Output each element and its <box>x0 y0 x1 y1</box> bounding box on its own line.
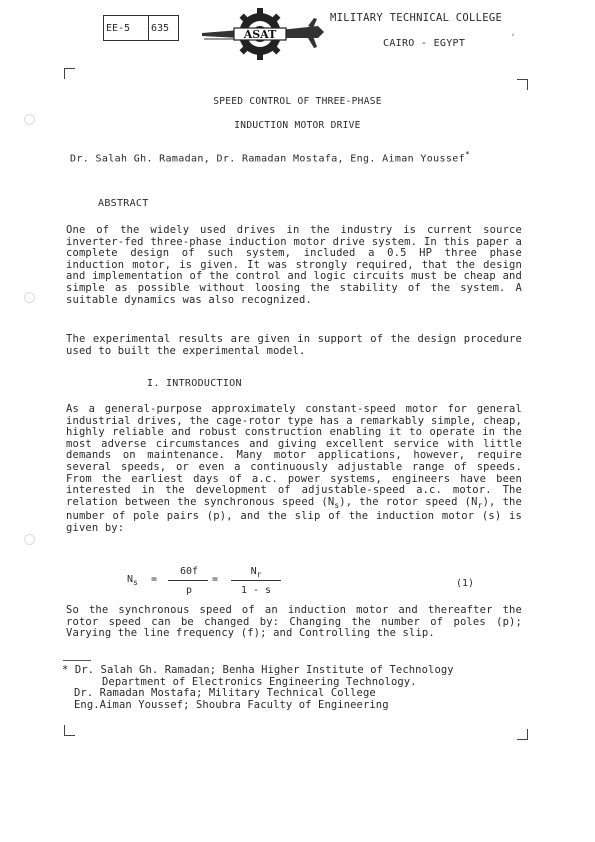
footnote-line-4: Eng.Aiman Youssef; Shoubra Faculty of Engineering <box>74 698 389 711</box>
paper-code-right: 635 <box>151 22 170 34</box>
intro-sub-r: r <box>477 500 483 510</box>
college-name: MILITARY TECHNICAL COLLEGE <box>330 12 503 24</box>
author-names: Dr. Salah Gh. Ramadan, Dr. Ramadan Mostafa, Eng. Aiman Youssef <box>70 153 465 165</box>
eq-num2-sub: r <box>256 570 262 579</box>
intro-text-a: As a general-purpose approximately constant-speed motor for general industrial drives, the cage-rotor type has a remarkably simple, cheap, highly reliable and robust construction enabling it to operate in the most adverse circumstances and giving excellent service with little demands on maintenance. Many motor applications, however, require several speeds, or even a continuously adjustable range of speeds. From the earliest days of a.c. power systems, engineers have been interested in the development of adjustable-speed a.c. motor. The relation between the synchronous speed (N <box>66 403 522 508</box>
paper-title-line1: SPEED CONTROL OF THREE-PHASE <box>213 96 382 107</box>
abstract-heading: ABSTRACT <box>98 198 149 209</box>
introduction-heading: I. INTRODUCTION <box>147 378 242 389</box>
eq-lhs-symbol: N <box>127 574 134 585</box>
eq-lhs-sub: s <box>133 578 138 587</box>
corner-mark-bottom-left <box>64 725 75 736</box>
equation-fraction-bar-1 <box>168 580 208 581</box>
corner-mark-top-left <box>64 68 75 79</box>
paper-title-line2: INDUCTION MOTOR DRIVE <box>234 120 361 131</box>
equation-numerator-2 <box>236 566 276 579</box>
speck: ° <box>511 33 516 41</box>
scan-smudge <box>24 292 35 303</box>
footnote-line-3: Dr. Ramadan Mostafa; Military Technical College <box>74 687 376 700</box>
corner-mark-bottom-right <box>517 729 528 740</box>
intro-text-c: ), the number of pole pairs (p), and the slip of the induction motor (s) is given by: <box>66 495 522 535</box>
intro-text-b: ), the rotor speed (N <box>339 495 478 508</box>
footnotes <box>62 665 454 711</box>
intro-sub-s: s <box>334 500 340 510</box>
footnote-line-1: * Dr. Salah Gh. Ramadan; Benha Higher Institute of Technology <box>62 664 454 676</box>
asat-logo-text: ASAT <box>243 28 277 41</box>
introduction-paragraph-1 <box>66 404 522 535</box>
equation-denominator-1: p <box>185 585 193 596</box>
author-list <box>70 150 470 164</box>
college-city: CAIRO - EGYPT <box>383 38 466 49</box>
introduction-paragraph-2: So the synchronous speed of an induction motor and thereafter the rotor speed can be changed by: Changing the number of poles (p); Varying the line frequency (f); and Controlling the slip. <box>66 604 522 640</box>
eq-num2-symbol: N <box>250 566 257 577</box>
corner-mark-top-right <box>517 79 528 90</box>
equation-numerator-1: 60f <box>179 566 199 577</box>
equation-denominator-2: 1 - s <box>240 585 272 596</box>
footnote-line-2: Department of Electronics Engineering Technology. <box>102 675 417 688</box>
equation-number: (1) <box>456 578 475 589</box>
footnote-rule <box>63 660 91 661</box>
equation-lhs <box>127 574 138 587</box>
abstract-paragraph-2: The experimental results are given in support of the design procedure used to built the experimental model. <box>66 333 522 357</box>
scan-smudge <box>24 534 35 545</box>
equation-equals-1: = <box>151 574 158 585</box>
asat-logo <box>200 6 330 64</box>
paper-code-box <box>103 15 179 41</box>
abstract-paragraph-1: One of the widely used drives in the industry is current source inverter-fed three-phase induction motor drive system. In this paper a complete design of such system, included a 0.5 HP three phase induction motor, is given. It was strongly required, that the design and implementation of the control and logic circuits must be cheap and simple as possible without loosing the stability of the system. A suitable dynamics was also recognized. <box>66 224 522 306</box>
equation-equals-2: = <box>212 574 219 585</box>
author-footnote-mark: * <box>464 150 471 159</box>
paper-code-left: EE-5 <box>104 16 149 40</box>
equation-fraction-bar-2 <box>231 580 281 581</box>
